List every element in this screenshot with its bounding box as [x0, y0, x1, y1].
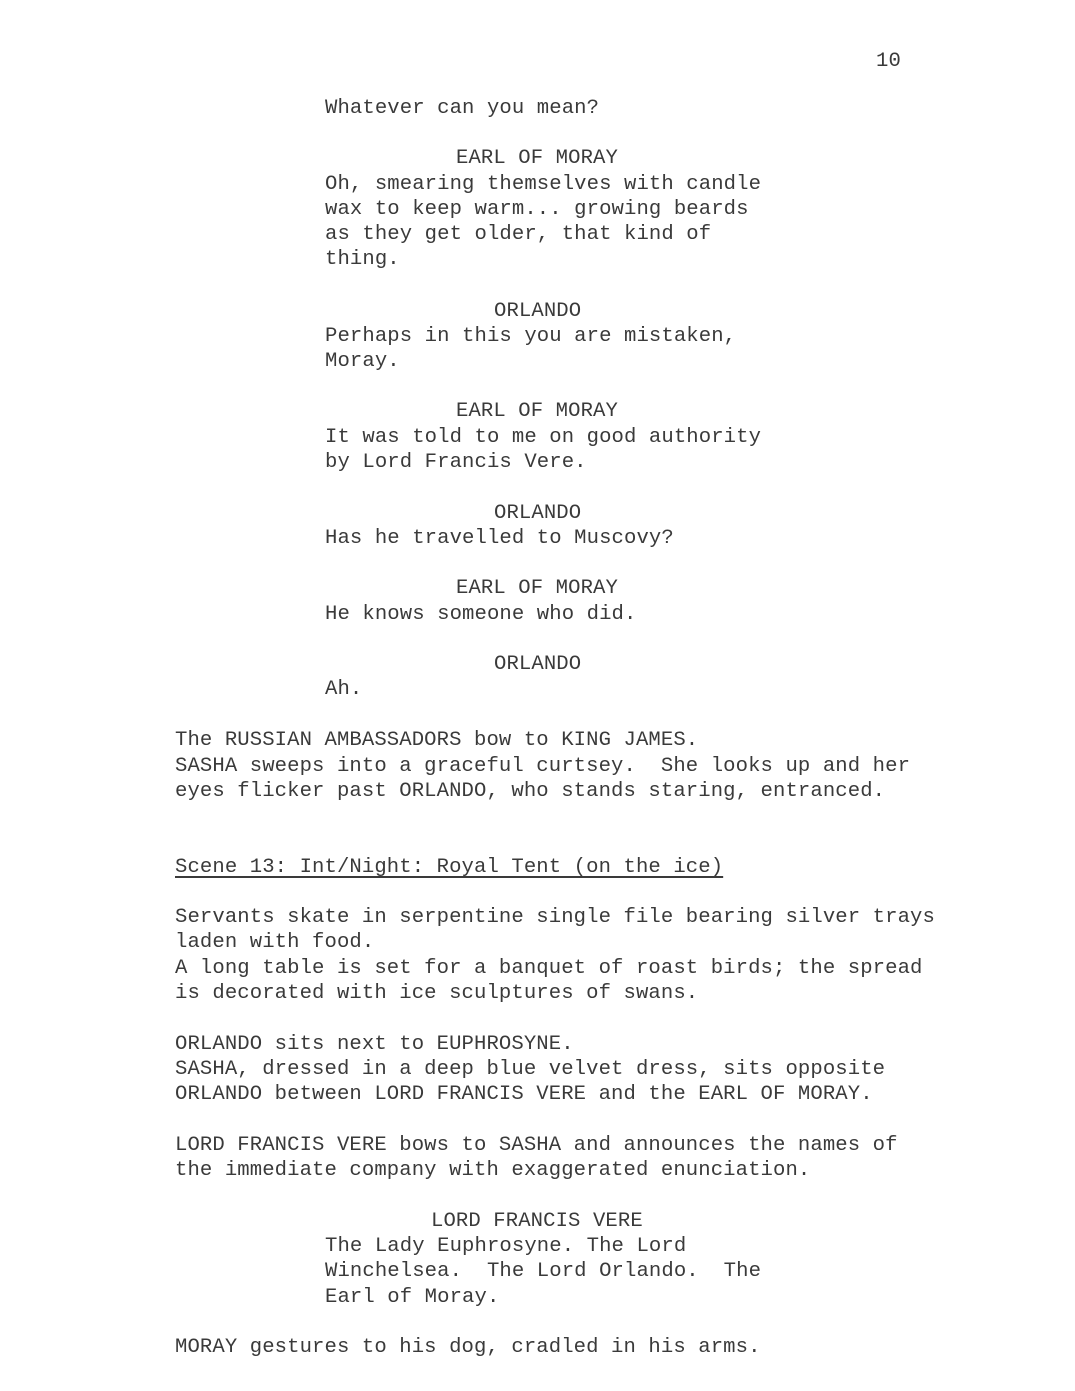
dialogue-line: He knows someone who did.: [325, 603, 637, 626]
character-name: LORD FRANCIS VERE: [431, 1210, 643, 1233]
action-line: ORLANDO sits next to EUPHROSYNE.: [175, 1033, 574, 1056]
dialogue-line: Oh, smearing themselves with candle: [325, 173, 762, 196]
dialogue-line: thing.: [325, 248, 400, 271]
dialogue-line: Winchelsea. The Lord Orlando. The: [325, 1260, 762, 1283]
dialogue-line: Has he travelled to Muscovy?: [325, 527, 674, 550]
character-name: ORLANDO: [494, 502, 582, 525]
character-name: EARL OF MORAY: [456, 147, 618, 170]
dialogue-line: It was told to me on good authority: [325, 426, 762, 449]
action-line: Servants skate in serpentine single file bearing silver trays: [175, 906, 935, 929]
action-line: the immediate company with exaggerated enunciation.: [175, 1159, 811, 1182]
character-name: EARL OF MORAY: [456, 400, 618, 423]
dialogue-line: as they get older, that kind of: [325, 223, 712, 246]
dialogue-line: wax to keep warm... growing beards: [325, 198, 749, 221]
scene-heading: Scene 13: Int/Night: Royal Tent (on the ice): [175, 856, 724, 879]
dialogue-line: Ah.: [325, 678, 363, 701]
dialogue-line: Perhaps in this you are mistaken,: [325, 325, 737, 348]
character-name: ORLANDO: [494, 653, 582, 676]
dialogue-line: Earl of Moray.: [325, 1286, 500, 1309]
character-name: ORLANDO: [494, 300, 582, 323]
action-line: LORD FRANCIS VERE bows to SASHA and announces the names of: [175, 1134, 898, 1157]
action-line: laden with food.: [175, 931, 375, 954]
dialogue-line: Moray.: [325, 350, 400, 373]
dialogue-line: The Lady Euphrosyne. The Lord: [325, 1235, 687, 1258]
dialogue-line: Whatever can you mean?: [325, 97, 600, 120]
action-line: eyes flicker past ORLANDO, who stands staring, entranced.: [175, 780, 886, 803]
action-line: is decorated with ice sculptures of swans.: [175, 982, 699, 1005]
action-line: The RUSSIAN AMBASSADORS bow to KING JAMES.: [175, 729, 699, 752]
page-number: 10: [876, 50, 901, 73]
character-name: EARL OF MORAY: [456, 577, 618, 600]
action-line: A long table is set for a banquet of roast birds; the spread: [175, 957, 923, 980]
action-line: SASHA sweeps into a graceful curtsey. She looks up and her: [175, 755, 911, 778]
action-line: SASHA, dressed in a deep blue velvet dress, sits opposite: [175, 1058, 886, 1081]
action-line: MORAY gestures to his dog, cradled in his arms.: [175, 1336, 761, 1359]
action-line: ORLANDO between LORD FRANCIS VERE and the EARL OF MORAY.: [175, 1083, 873, 1106]
dialogue-line: by Lord Francis Vere.: [325, 451, 587, 474]
